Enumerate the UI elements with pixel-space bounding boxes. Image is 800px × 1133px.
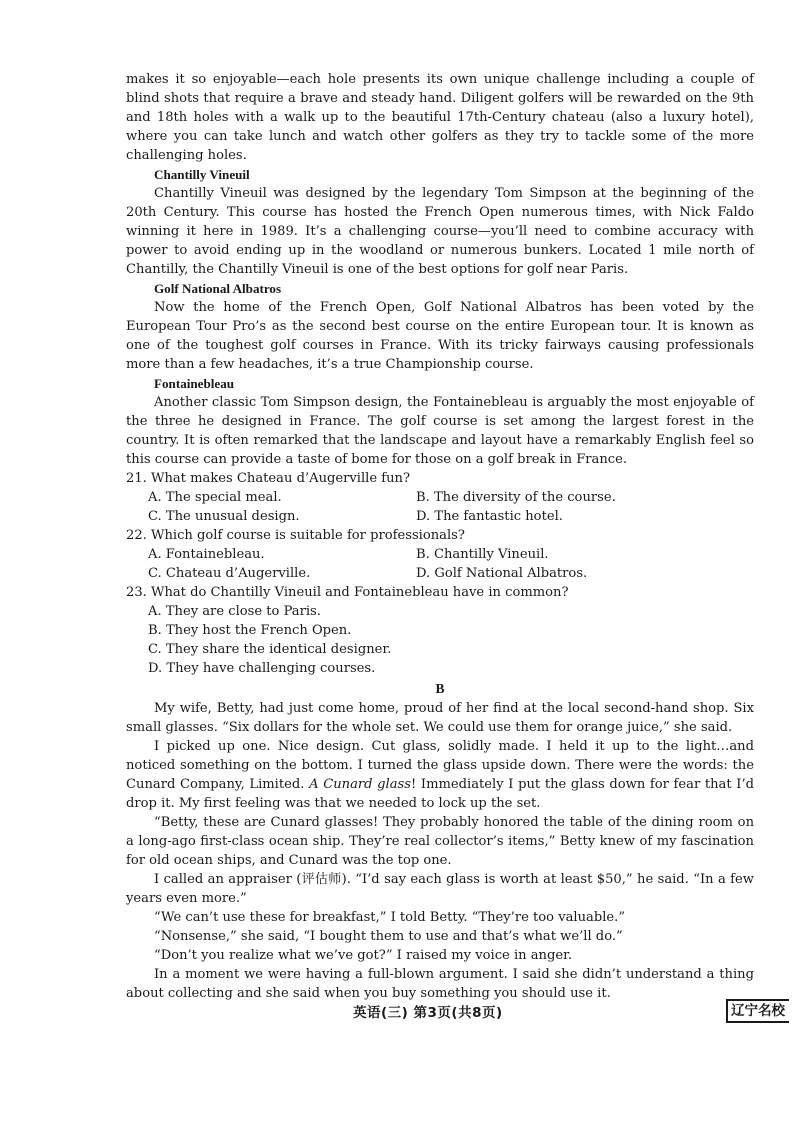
option: A. Fontainebleau. xyxy=(148,547,265,562)
section-b-label: B xyxy=(435,681,445,696)
option: B. The diversity of the course. xyxy=(416,490,616,505)
passage-b-paragraph xyxy=(126,737,754,813)
option: D. The fantastic hotel. xyxy=(416,509,563,524)
section-body-albatros: Now the home of the French Open, Golf National Albatros has been voted by the European Tour Pro’s as the second best course on the entire European tour. It is known as one of the toughest golf courses in France. With its tricky fairways causing professionals more than a few headaches, it’s a true Championship course. xyxy=(126,300,754,372)
paragraph-text: I picked up one. Nice design. Cut glass, solidly made. I held it up to the light…and noticed something on the bottom. I turned the glass upside down. There were the words: the Cunard Company, Limited. xyxy=(126,739,754,792)
paragraph-text: ! Immediately I put the glass down for fear that I’d drop it. My first feeling was that we needed to lock up the set. xyxy=(126,777,754,811)
question-22: 22. Which golf course is suitable for professionals? xyxy=(126,528,465,543)
option: A. They are close to Paris. xyxy=(148,604,321,619)
page-footer xyxy=(0,1001,800,1023)
option: C. They share the identical designer. xyxy=(148,642,392,657)
exam-page xyxy=(126,70,754,1003)
question-22-options xyxy=(148,545,754,583)
section-body-chantilly: Chantilly Vineuil was designed by the legendary Tom Simpson at the beginning of the 20th Century. This course has hosted the French Open numerous times, with Nick Faldo winning it here in 1989. It’s a challenging course—you’ll need to combine accuracy with power to avoid ending up in the woodland or numerous bunkers. Located 1 mile north of Chantilly, the Chantilly Vineuil is one of the best options for golf near Paris. xyxy=(126,186,754,277)
passage-b-paragraph: I called an appraiser (评估师). “I’d say each glass is worth at least $50,” he said. “In a few years even more.” xyxy=(126,872,754,906)
section-body-fontainebleau: Another classic Tom Simpson design, the Fontainebleau is arguably the most enjoyable of the three he designed in France. The golf course is set among the largest forest in the country. It is often remarked that the landscape and layout have a remarkably English feel so this course can provide a taste of bome for those on a golf break in France. xyxy=(126,395,754,467)
section-heading-chantilly: Chantilly Vineuil xyxy=(154,167,250,182)
passage-a-intro: makes it so enjoyable—each hole presents its own unique challenge including a couple of blind shots that require a brave and steady hand. Diligent golfers will be rewarded on the 9th and 18th holes with a walk up to the beautiful 17th-Century chateau (also a luxury hotel), where you can take lunch and watch other golfers as they try to tackle some of the more challenging holes. xyxy=(126,72,754,163)
question-21: 21. What makes Chateau d’Augerville fun? xyxy=(126,471,410,486)
passage-b-paragraph: “We can’t use these for breakfast,” I told Betty. “They’re too valuable.” xyxy=(154,910,626,925)
publisher-badge: 辽宁名校 xyxy=(726,999,789,1023)
passage-b-paragraph: “Betty, these are Cunard glasses! They probably honored the table of the dining room on a long-ago first-class ocean ship. They’re real collector’s items,” Betty knew of my fascination for old ocean ships, and Cunard was the top one. xyxy=(126,815,754,868)
option: C. Chateau d’Augerville. xyxy=(148,566,311,581)
question-21-options xyxy=(148,488,754,526)
option: D. They have challenging courses. xyxy=(148,661,376,676)
passage-b-paragraph: “Nonsense,” she said, “I bought them to use and that’s what we’ll do.” xyxy=(154,929,623,944)
italic-phrase: A Cunard glass xyxy=(309,777,411,792)
page-number-label: 英语(三) 第3页(共8页) xyxy=(353,1005,503,1021)
option: D. Golf National Albatros. xyxy=(416,566,588,581)
passage-b-paragraph: My wife, Betty, had just come home, proud of her find at the local second-hand shop. Six small glasses. “Six dollars for the whole set. We could use them for orange juice,” she said. xyxy=(126,701,754,735)
section-heading-fontainebleau: Fontainebleau xyxy=(154,376,235,391)
option: C. The unusual design. xyxy=(148,509,300,524)
option: B. They host the French Open. xyxy=(148,623,352,638)
question-23: 23. What do Chantilly Vineuil and Fontainebleau have in common? xyxy=(126,585,569,600)
option: B. Chantilly Vineuil. xyxy=(416,547,549,562)
passage-b-paragraph: “Don’t you realize what we’ve got?” I raised my voice in anger. xyxy=(154,948,573,963)
section-heading-albatros: Golf National Albatros xyxy=(154,281,282,296)
passage-b-paragraph: In a moment we were having a full-blown argument. I said she didn’t understand a thing about collecting and she said when you buy something you should use it. xyxy=(126,967,754,1001)
option: A. The special meal. xyxy=(148,490,282,505)
